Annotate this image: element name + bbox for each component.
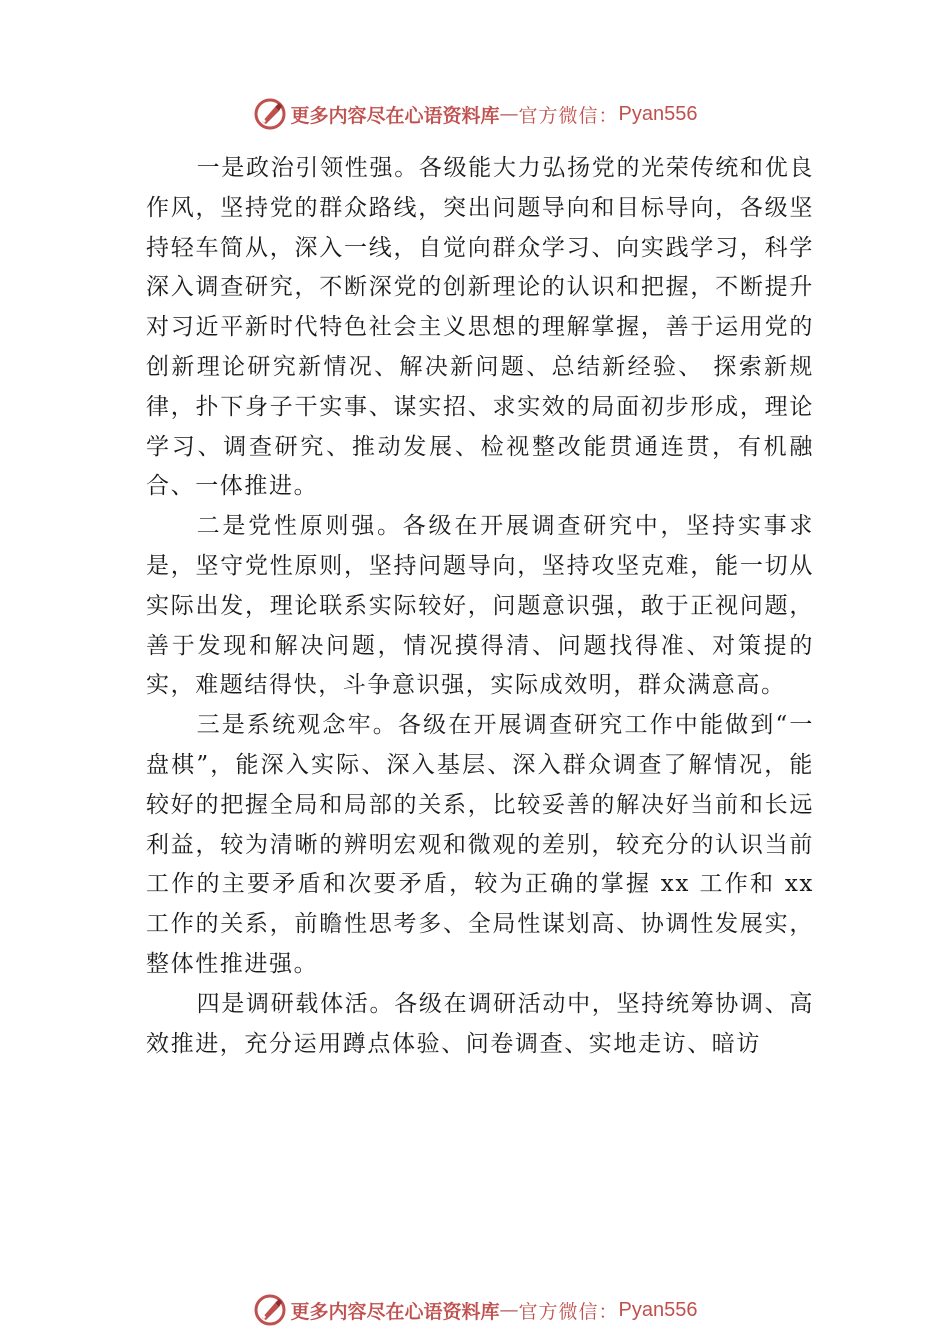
- banner-wechat-label: 官方微信：: [518, 1300, 619, 1323]
- banner-wechat-label: 官方微信：: [518, 104, 619, 127]
- header-banner: [0, 94, 950, 134]
- footer-banner: [0, 1290, 950, 1330]
- banner-wechat-id: Pyan556: [618, 1298, 698, 1321]
- pen-nib-logo-icon: [253, 1293, 287, 1327]
- banner-library-name: 更多内容尽在心语资料库: [290, 1300, 500, 1323]
- banner-library-name: 更多内容尽在心语资料库: [290, 104, 500, 127]
- paragraph-political-guidance: 一是政治引领性强。各级能大力弘扬党的光荣传统和优良作风，坚持党的群众路线，突出问题导向和目标导向，各级坚持轻车简从，深入一线，自觉向群众学习、向实践学习，科学深入调查研究，不断深党的创新理论的认识和把握，不断提升对习近平新时代特色社会主义思想的理解掌握，善于运用党的创新理论研究新情况、解决新问题、总结新经验、 探索新规律，扑下身子干实事、谋实招、求实效的局面初步形成，理论学习、调查研究、推动发展、检视整改能贯通连贯，有机融合、一体推进。: [146, 155, 814, 500]
- paragraph-systems-thinking: 三是系统观念牢。各级在开展调查研究工作中能做到“一盘棋”，能深入实际、深入基层、深入群众调查了解情况，能较好的把握全局和局部的关系，比较妥善的解决好当前和长远利益，较为清晰的辨明宏观和微观的差别，较充分的认识当前工作的主要矛盾和次要矛盾，较为正确的掌握 xx 工作和 xx 工作的关系，前瞻性思考多、全局性谋划高、协调性发展实，整体性推进强。: [146, 712, 814, 977]
- banner-separator: —: [499, 103, 519, 125]
- paragraph-research-carriers: 四是调研载体活。各级在调研活动中，坚持统筹协调、高效推进，充分运用蹲点体验、问卷调查、实地走访、暗访: [146, 990, 814, 1057]
- pen-nib-logo-icon: [253, 97, 287, 131]
- banner-separator: —: [499, 1299, 519, 1321]
- banner-wechat-id: Pyan556: [618, 102, 698, 125]
- document-body: [146, 149, 814, 1064]
- paragraph-party-principle: 二是党性原则强。各级在开展调查研究中，坚持实事求是，坚守党性原则，坚持问题导向，坚持攻坚克难，能一切从实际出发，理论联系实际较好，问题意识强，敢于正视问题，善于发现和解决问题，情况摸得清、问题找得准、对策提的实，难题结得快，斗争意识强，实际成效明，群众满意高。: [146, 513, 814, 699]
